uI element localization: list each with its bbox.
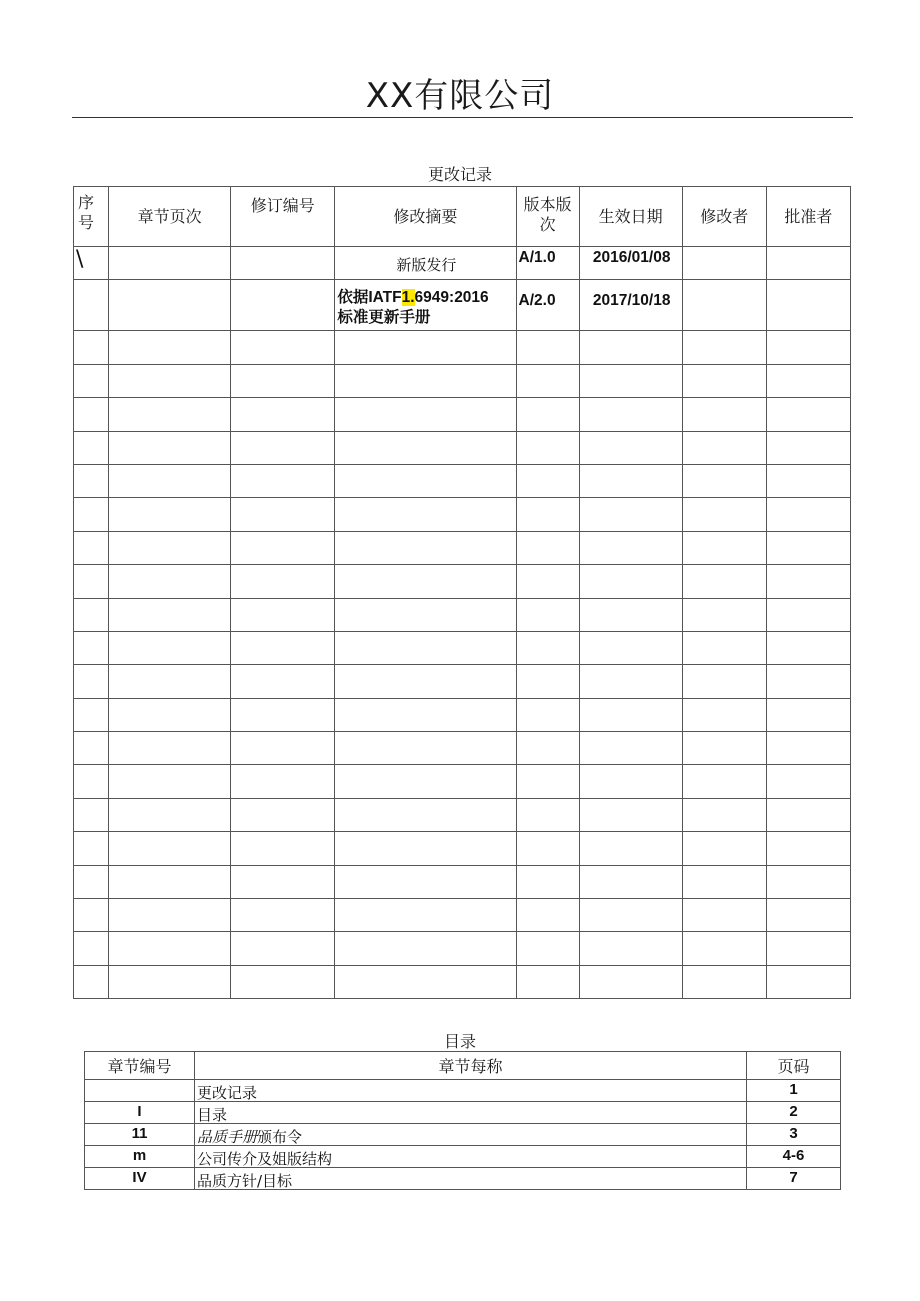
change-log-empty-row [74, 765, 851, 798]
chapter-no: IV [85, 1168, 195, 1190]
col-header-seq: 序号 [74, 187, 109, 247]
change-log-empty-row [74, 498, 851, 531]
col-header-summary: 修改摘要 [335, 187, 516, 247]
contents-caption: 目录 [443, 1032, 476, 1051]
col-header-chapter-no: 章节编号 [85, 1052, 195, 1080]
change-log-empty-row [74, 565, 851, 598]
chapter-no: I [85, 1102, 195, 1124]
change-log-empty-row [74, 965, 851, 998]
page-number: 2 [747, 1102, 841, 1124]
change-log-empty-row [74, 665, 851, 698]
change-log-empty-row [74, 865, 851, 898]
col-header-revision-no: 修订编号 [231, 187, 335, 247]
change-log-empty-row [74, 398, 851, 431]
contents-row [85, 1146, 841, 1168]
title-divider [72, 117, 853, 118]
change-log-empty-row [74, 798, 851, 831]
contents-row [85, 1124, 841, 1146]
change-log-table [73, 186, 851, 999]
change-log-empty-row [74, 732, 851, 765]
change-log-empty-row [74, 598, 851, 631]
change-log-empty-row [74, 364, 851, 397]
seq-mark: \ [76, 247, 84, 272]
change-log-empty-row [74, 531, 851, 564]
col-header-chapter-page: 章节页次 [109, 187, 231, 247]
effective-date-cell: 2016/01/08 [592, 249, 671, 266]
change-log-empty-row [74, 331, 851, 364]
version-cell: A/1.0 [518, 249, 556, 266]
change-log-empty-row [74, 932, 851, 965]
chapter-name: 更改记录 [195, 1080, 747, 1102]
version-cell: A/2.0 [518, 292, 556, 310]
change-log-empty-row [74, 631, 851, 664]
chapter-name: 目录 [195, 1102, 747, 1124]
chapter-name: 品质方针/目标 [195, 1168, 747, 1190]
page-number: 3 [747, 1124, 841, 1146]
change-log-empty-row [74, 431, 851, 464]
contents-row [85, 1102, 841, 1124]
summary-cell: 依据IATF1.6949:2016 标准更新手册 [337, 289, 489, 327]
col-header-chapter-name: 章节每称 [195, 1052, 747, 1080]
effective-date-cell: 2017/10/18 [592, 292, 671, 310]
contents-row [85, 1168, 841, 1190]
page-number: 4-6 [747, 1146, 841, 1168]
col-header-effective-date: 生效日期 [579, 187, 682, 247]
chapter-no: 11 [85, 1124, 195, 1146]
page-number: 1 [747, 1080, 841, 1102]
change-log-row [74, 247, 851, 280]
summary-cell: 新版发行 [396, 256, 457, 274]
change-log-row [74, 280, 851, 331]
col-header-page: 页码 [747, 1052, 841, 1080]
contents-table [84, 1051, 841, 1190]
change-log-empty-row [74, 698, 851, 731]
highlight-mark: 1. [401, 289, 415, 307]
change-log-caption: 更改记录 [427, 165, 492, 184]
change-log-empty-row [74, 899, 851, 932]
col-header-version: 版本版次 [516, 187, 579, 247]
col-header-approver: 批准者 [766, 187, 850, 247]
chapter-name: 品质手册颁布令 [195, 1124, 747, 1146]
chapter-no: m [85, 1146, 195, 1168]
company-title: XX有限公司 [365, 76, 555, 116]
chapter-name: 公司传介及姐版结构 [195, 1146, 747, 1168]
contents-row [85, 1080, 841, 1102]
change-log-empty-row [74, 832, 851, 865]
chapter-no [85, 1080, 195, 1102]
change-log-empty-row [74, 464, 851, 497]
page-number: 7 [747, 1168, 841, 1190]
col-header-modifier: 修改者 [682, 187, 766, 247]
